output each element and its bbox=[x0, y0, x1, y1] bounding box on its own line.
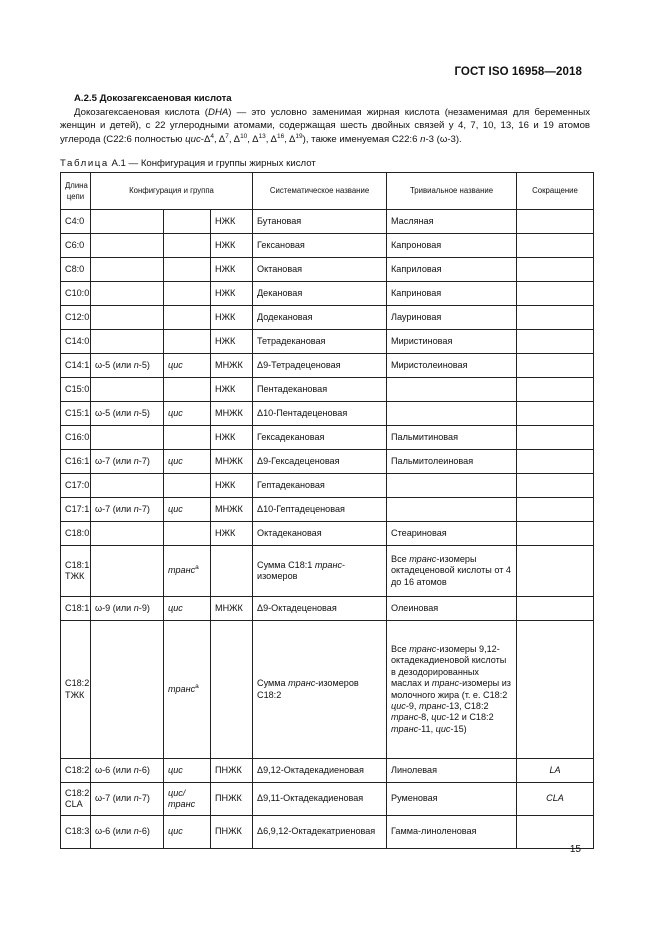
configuration-cell bbox=[164, 522, 211, 546]
header-abbreviation: Сокращение bbox=[517, 173, 594, 210]
header-trivial-name: Тривиальное название bbox=[387, 173, 517, 210]
chain-length-cell: С18:2 CLA bbox=[61, 783, 91, 816]
fatty-acid-table bbox=[60, 172, 594, 849]
abbreviation-cell bbox=[517, 378, 594, 402]
table-row bbox=[61, 210, 594, 234]
abbreviation-cell bbox=[517, 498, 594, 522]
trivial-name-cell bbox=[387, 474, 517, 498]
configuration-cell: цис bbox=[164, 759, 211, 783]
abbreviation-cell bbox=[517, 426, 594, 450]
abbreviation-cell bbox=[517, 450, 594, 474]
table-row bbox=[61, 378, 594, 402]
trivial-name-cell: Каприновая bbox=[387, 282, 517, 306]
chain-length-cell: С18:1 bbox=[61, 597, 91, 621]
configuration-cell bbox=[164, 258, 211, 282]
abbreviation-cell bbox=[517, 816, 594, 849]
table-header-row bbox=[61, 173, 594, 210]
systematic-name-cell: Δ9,11-Октадекадиеновая bbox=[253, 783, 387, 816]
omega-cell: ω-7 (или n-7) bbox=[91, 498, 164, 522]
omega-cell bbox=[91, 258, 164, 282]
group-cell: НЖК bbox=[211, 306, 253, 330]
systematic-name-cell: Декановая bbox=[253, 282, 387, 306]
table-row bbox=[61, 474, 594, 498]
trivial-name-cell bbox=[387, 378, 517, 402]
systematic-name-cell: Δ9-Октадеценовая bbox=[253, 597, 387, 621]
abbreviation-cell bbox=[517, 354, 594, 378]
omega-cell: ω-5 (или n-5) bbox=[91, 354, 164, 378]
systematic-name-cell: Δ10-Гептадеценовая bbox=[253, 498, 387, 522]
group-cell: МНЖК bbox=[211, 402, 253, 426]
chain-length-cell: С18:2 bbox=[61, 759, 91, 783]
table-row bbox=[61, 522, 594, 546]
omega-cell bbox=[91, 210, 164, 234]
table-caption-text: А.1 — Конфигурация и группы жирных кислот bbox=[108, 158, 316, 169]
trivial-name-cell: Линолевая bbox=[387, 759, 517, 783]
abbreviation-cell: LA bbox=[517, 759, 594, 783]
trivial-name-cell: Лауриновая bbox=[387, 306, 517, 330]
abbreviation-cell bbox=[517, 234, 594, 258]
abbreviation-cell bbox=[517, 306, 594, 330]
group-cell: НЖК bbox=[211, 210, 253, 234]
chain-length-cell: С15:1 bbox=[61, 402, 91, 426]
chain-length-cell: С18:1 ТЖК bbox=[61, 546, 91, 597]
trivial-name-cell: Пальмитиновая bbox=[387, 426, 517, 450]
configuration-cell bbox=[164, 210, 211, 234]
configuration-cell bbox=[164, 378, 211, 402]
systematic-name-cell: Октановая bbox=[253, 258, 387, 282]
header-chain-length: Длина цепи bbox=[61, 173, 91, 210]
abbreviation-cell bbox=[517, 282, 594, 306]
table-caption-prefix: Таблица bbox=[60, 158, 109, 169]
group-cell: ПНЖК bbox=[211, 783, 253, 816]
configuration-cell: цис bbox=[164, 402, 211, 426]
group-cell: НЖК bbox=[211, 378, 253, 402]
systematic-name-cell: Гексановая bbox=[253, 234, 387, 258]
configuration-cell: цис bbox=[164, 597, 211, 621]
group-cell: НЖК bbox=[211, 258, 253, 282]
abbreviation-cell bbox=[517, 330, 594, 354]
configuration-cell bbox=[164, 234, 211, 258]
document-code: ГОСТ ISO 16958—2018 bbox=[454, 66, 582, 78]
section-text bbox=[60, 92, 590, 146]
systematic-name-cell: Пентадекановая bbox=[253, 378, 387, 402]
omega-cell bbox=[91, 234, 164, 258]
omega-cell bbox=[91, 474, 164, 498]
chain-length-cell: С6:0 bbox=[61, 234, 91, 258]
trivial-name-cell: Руменовая bbox=[387, 783, 517, 816]
omega-cell bbox=[91, 426, 164, 450]
table-row bbox=[61, 234, 594, 258]
trivial-name-cell: Все транс-изомеры 9,12-октадекадиеновой кислоты в дезодорированных маслах и транс-изомеры из молочного жира (т. е. С18:2 цис-9, транс-13, С18:2 транс-8, цис-12 и С18:2 транс-11, цис-15) bbox=[387, 621, 517, 759]
header-systematic-name: Систематическое название bbox=[253, 173, 387, 210]
abbreviation-cell bbox=[517, 402, 594, 426]
trivial-name-cell: Олеиновая bbox=[387, 597, 517, 621]
configuration-cell bbox=[164, 306, 211, 330]
chain-length-cell: С18:0 bbox=[61, 522, 91, 546]
configuration-cell bbox=[164, 282, 211, 306]
table-row bbox=[61, 258, 594, 282]
omega-cell bbox=[91, 546, 164, 597]
chain-length-cell: С14:1 bbox=[61, 354, 91, 378]
chain-length-cell: С16:1 bbox=[61, 450, 91, 474]
trivial-name-cell: Все транс-изомеры октадеценовой кислоты от 4 до 16 атомов bbox=[387, 546, 517, 597]
systematic-name-cell: Δ10-Пентадеценовая bbox=[253, 402, 387, 426]
group-cell: НЖК bbox=[211, 522, 253, 546]
table-row bbox=[61, 330, 594, 354]
omega-cell bbox=[91, 306, 164, 330]
configuration-cell bbox=[164, 330, 211, 354]
table-row bbox=[61, 783, 594, 816]
chain-length-cell: С15:0 bbox=[61, 378, 91, 402]
chain-length-cell: С10:0 bbox=[61, 282, 91, 306]
omega-cell: ω-5 (или n-5) bbox=[91, 402, 164, 426]
abbreviation-cell bbox=[517, 522, 594, 546]
header-configuration: Конфигурация и группа bbox=[91, 173, 253, 210]
chain-length-cell: С16:0 bbox=[61, 426, 91, 450]
omega-cell bbox=[91, 522, 164, 546]
omega-cell: ω-7 (или n-7) bbox=[91, 450, 164, 474]
trivial-name-cell: Пальмитолеиновая bbox=[387, 450, 517, 474]
abbreviation-cell bbox=[517, 621, 594, 759]
table-row bbox=[61, 597, 594, 621]
configuration-cell: цис bbox=[164, 450, 211, 474]
systematic-name-cell: Сумма С18:1 транс-изомеров bbox=[253, 546, 387, 597]
trivial-name-cell: Каприловая bbox=[387, 258, 517, 282]
table-row bbox=[61, 546, 594, 597]
trivial-name-cell: Масляная bbox=[387, 210, 517, 234]
systematic-name-cell: Δ9-Тетрадеценовая bbox=[253, 354, 387, 378]
abbreviation-cell bbox=[517, 258, 594, 282]
chain-length-cell: С17:0 bbox=[61, 474, 91, 498]
group-cell: НЖК bbox=[211, 426, 253, 450]
group-cell bbox=[211, 546, 253, 597]
group-cell: НЖК bbox=[211, 474, 253, 498]
table-row bbox=[61, 306, 594, 330]
group-cell: МНЖК bbox=[211, 597, 253, 621]
table-row bbox=[61, 426, 594, 450]
chain-length-cell: С4:0 bbox=[61, 210, 91, 234]
abbreviation-cell bbox=[517, 597, 594, 621]
chain-length-cell: С18:3 bbox=[61, 816, 91, 849]
abbreviation-cell bbox=[517, 546, 594, 597]
configuration-cell: цис/ транс bbox=[164, 783, 211, 816]
configuration-cell bbox=[164, 474, 211, 498]
group-cell: МНЖК bbox=[211, 450, 253, 474]
table-row bbox=[61, 621, 594, 759]
omega-cell bbox=[91, 621, 164, 759]
abbreviation-cell: CLA bbox=[517, 783, 594, 816]
systematic-name-cell: Гептадекановая bbox=[253, 474, 387, 498]
omega-cell: ω-6 (или n-6) bbox=[91, 816, 164, 849]
configuration-cell: цис bbox=[164, 816, 211, 849]
group-cell: НЖК bbox=[211, 282, 253, 306]
group-cell: МНЖК bbox=[211, 498, 253, 522]
abbreviation-cell bbox=[517, 474, 594, 498]
group-cell: НЖК bbox=[211, 330, 253, 354]
chain-length-cell: С17:1 bbox=[61, 498, 91, 522]
table-row bbox=[61, 816, 594, 849]
group-cell: ПНЖК bbox=[211, 816, 253, 849]
systematic-name-cell: Гексадекановая bbox=[253, 426, 387, 450]
trivial-name-cell: Капроновая bbox=[387, 234, 517, 258]
chain-length-cell: С18:2 ТЖК bbox=[61, 621, 91, 759]
systematic-name-cell: Бутановая bbox=[253, 210, 387, 234]
systematic-name-cell: Тетрадекановая bbox=[253, 330, 387, 354]
systematic-name-cell: Δ9,12-Октадекадиеновая bbox=[253, 759, 387, 783]
group-cell: НЖК bbox=[211, 234, 253, 258]
configuration-cell: транс$^а$ bbox=[164, 546, 211, 597]
group-cell bbox=[211, 621, 253, 759]
table-row bbox=[61, 402, 594, 426]
configuration-cell bbox=[164, 426, 211, 450]
trivial-name-cell: Стеариновая bbox=[387, 522, 517, 546]
chain-length-cell: С12:0 bbox=[61, 306, 91, 330]
abbreviation-cell bbox=[517, 210, 594, 234]
trivial-name-cell: Миристиновая bbox=[387, 330, 517, 354]
omega-cell: ω-9 (или n-9) bbox=[91, 597, 164, 621]
omega-cell bbox=[91, 282, 164, 306]
group-cell: ПНЖК bbox=[211, 759, 253, 783]
chain-length-cell: С14:0 bbox=[61, 330, 91, 354]
systematic-name-cell: Δ9-Гексадеценовая bbox=[253, 450, 387, 474]
trivial-name-cell bbox=[387, 402, 517, 426]
configuration-cell: цис bbox=[164, 498, 211, 522]
trivial-name-cell: Миристолеиновая bbox=[387, 354, 517, 378]
table-row bbox=[61, 450, 594, 474]
configuration-cell: цис bbox=[164, 354, 211, 378]
chain-length-cell: С8:0 bbox=[61, 258, 91, 282]
trivial-name-cell: Гамма-линоленовая bbox=[387, 816, 517, 849]
trivial-name-cell bbox=[387, 498, 517, 522]
omega-cell: ω-6 (или n-6) bbox=[91, 759, 164, 783]
systematic-name-cell: Сумма транс-изомеров С18:2 bbox=[253, 621, 387, 759]
systematic-name-cell: Додекановая bbox=[253, 306, 387, 330]
page-number: 15 bbox=[569, 844, 581, 855]
omega-cell bbox=[91, 330, 164, 354]
configuration-cell: транс$^а$ bbox=[164, 621, 211, 759]
omega-cell bbox=[91, 378, 164, 402]
table-caption bbox=[60, 158, 316, 169]
table-row bbox=[61, 282, 594, 306]
section-paragraph: Докозагексаеновая кислота (DHA) — это условно заменимая жирная кислота (незаменимая для беременных женщин и детей), с 22 углеродными атомами, содержащая шесть двойных связей у 4, 7, 10, 13, 16 и 19 атомов углерода (С22:6 полностью цис-$\Delta^4$, $\Delta^7$, $\Delta^{10}$, $\Delta^{13}$, $\Delta^{16}$, $\Delta^{19}$), также именуемая С22:6 n-3 (ω-3). bbox=[60, 106, 591, 145]
table-row bbox=[61, 498, 594, 522]
table-row bbox=[61, 759, 594, 783]
omega-cell: ω-7 (или n-7) bbox=[91, 783, 164, 816]
table-row bbox=[61, 354, 594, 378]
group-cell: МНЖК bbox=[211, 354, 253, 378]
section-heading: А.2.5 Докозагексаеновая кислота bbox=[74, 93, 232, 104]
systematic-name-cell: Δ6,9,12-Октадекатриеновая bbox=[253, 816, 387, 849]
systematic-name-cell: Октадекановая bbox=[253, 522, 387, 546]
